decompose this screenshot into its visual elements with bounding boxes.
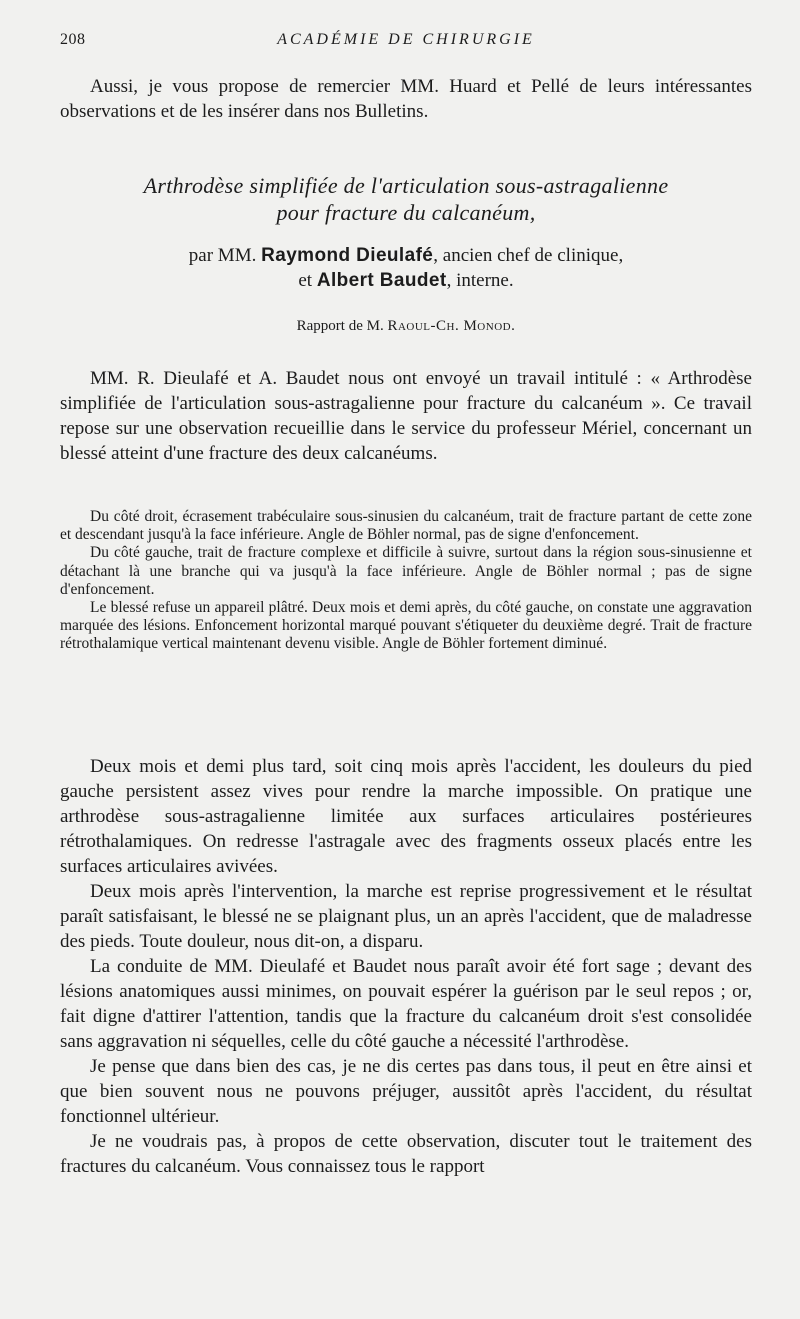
byline-line2: [60, 268, 752, 293]
intro-paragraph: Aussi, je vous propose de remercier MM. Huard et Pellé de leurs intéressantes observations et de les insérer dans nos Bulletins.: [60, 76, 752, 122]
author-1: Raymond Dieulafé: [261, 245, 434, 266]
body-paragraph: MM. R. Dieulafé et A. Baudet nous ont envoyé un travail intitulé : « Arthrodèse simplifiée de l'articulation sous-astragalienne pour fracture du calcanéum ». Ce travail repose sur une observation recueillie dans le service du professeur Mériel, concernant un blessé atteint d'une fracture des deux calcanéums.: [60, 368, 752, 464]
byline-line1: [60, 243, 752, 268]
article-title: [60, 172, 752, 226]
observation-paragraph: Du côté gauche, trait de fracture complexe et difficile à suivre, surtout dans la région sous-sinusienne et détachant là une branche qui va jusqu'à la face inférieure. Angle de Böhler normal ; pas de signe d'enfoncement.: [60, 544, 752, 598]
article-byline: [60, 243, 752, 293]
body-paragraph: Je pense que dans bien des cas, je ne dis certes pas dans tous, il peut en être ainsi et que bien souvent nous ne pouvons préjuger, aussitôt après l'accident, du résultat fonctionnel ultérieur.: [60, 1056, 752, 1127]
author-1-role: , ancien chef de clinique,: [433, 245, 624, 266]
body-paragraph: Deux mois et demi plus tard, soit cinq mois après l'accident, les douleurs du pied gauche persistent assez vives pour rendre la marche impossible. On pratique une arthrodèse sous-astragalienne limitée aux surfaces articulaires postérieures rétrothalamiques. On redresse l'astragale avec des fragments osseux placés entre les surfaces articulaires avivées.: [60, 756, 752, 877]
author-2: Albert Baudet: [316, 270, 447, 291]
reporter-name: Raoul-Ch. Monod.: [387, 318, 516, 334]
byline-et: et: [298, 270, 317, 291]
body-paragraph: Deux mois après l'intervention, la marche est reprise progressivement et le résultat paraît satisfaisant, le blessé ne se plaignant plus, un an après l'accident, que de maladresse des pieds. Toute douleur, nous dit-on, a disparu.: [60, 881, 752, 952]
main-text-section-2: [60, 754, 752, 1179]
report-prefix: Rapport de M.: [296, 318, 384, 334]
observation-paragraph: Du côté droit, écrasement trabéculaire sous-sinusien du calcanéum, trait de fracture partant de cette zone et descendant jusqu'à la face inférieure. Angle de Böhler normal, pas de signe d'enfoncement.: [60, 508, 752, 544]
report-line: [60, 318, 752, 335]
article-title-line1: Arthrodèse simplifiée de l'articulation sous-astragalienne: [143, 173, 669, 198]
main-text-section-1: [60, 366, 752, 466]
body-paragraph: Je ne voudrais pas, à propos de cette observation, discuter tout le traitement des fractures du calcanéum. Vous connaissez tous le rapport: [60, 1131, 752, 1177]
running-title: ACADÉMIE DE CHIRURGIE: [277, 31, 535, 48]
observation-paragraph: Le blessé refuse un appareil plâtré. Deux mois et demi après, du côté gauche, on constate une aggravation marquée des lésions. Enfoncement horizontal marqué pouvant s'étiqueter du deuxième degré. Trait de fracture rétrothalamique vertical maintenant devenu visible. Angle de Böhler fortement diminué.: [60, 599, 752, 653]
author-2-role: , interne.: [446, 270, 514, 291]
body-paragraph: La conduite de MM. Dieulafé et Baudet nous paraît avoir été fort sage ; devant des lésions anatomiques aussi minimes, on pouvait espérer la guérison par le seul repos ; or, fait digne d'attirer l'attention, tandis que la fracture du calcanéum droit s'est consolidée sans aggravation ni séquelles, celle du côté gauche a nécessité l'arthrodèse.: [60, 956, 752, 1052]
page-number: 208: [60, 31, 86, 48]
byline-par: par MM.: [188, 245, 262, 266]
observation-block: [60, 508, 752, 654]
article-title-line2: pour fracture du calcanéum,: [276, 200, 536, 225]
running-header: [60, 31, 752, 53]
